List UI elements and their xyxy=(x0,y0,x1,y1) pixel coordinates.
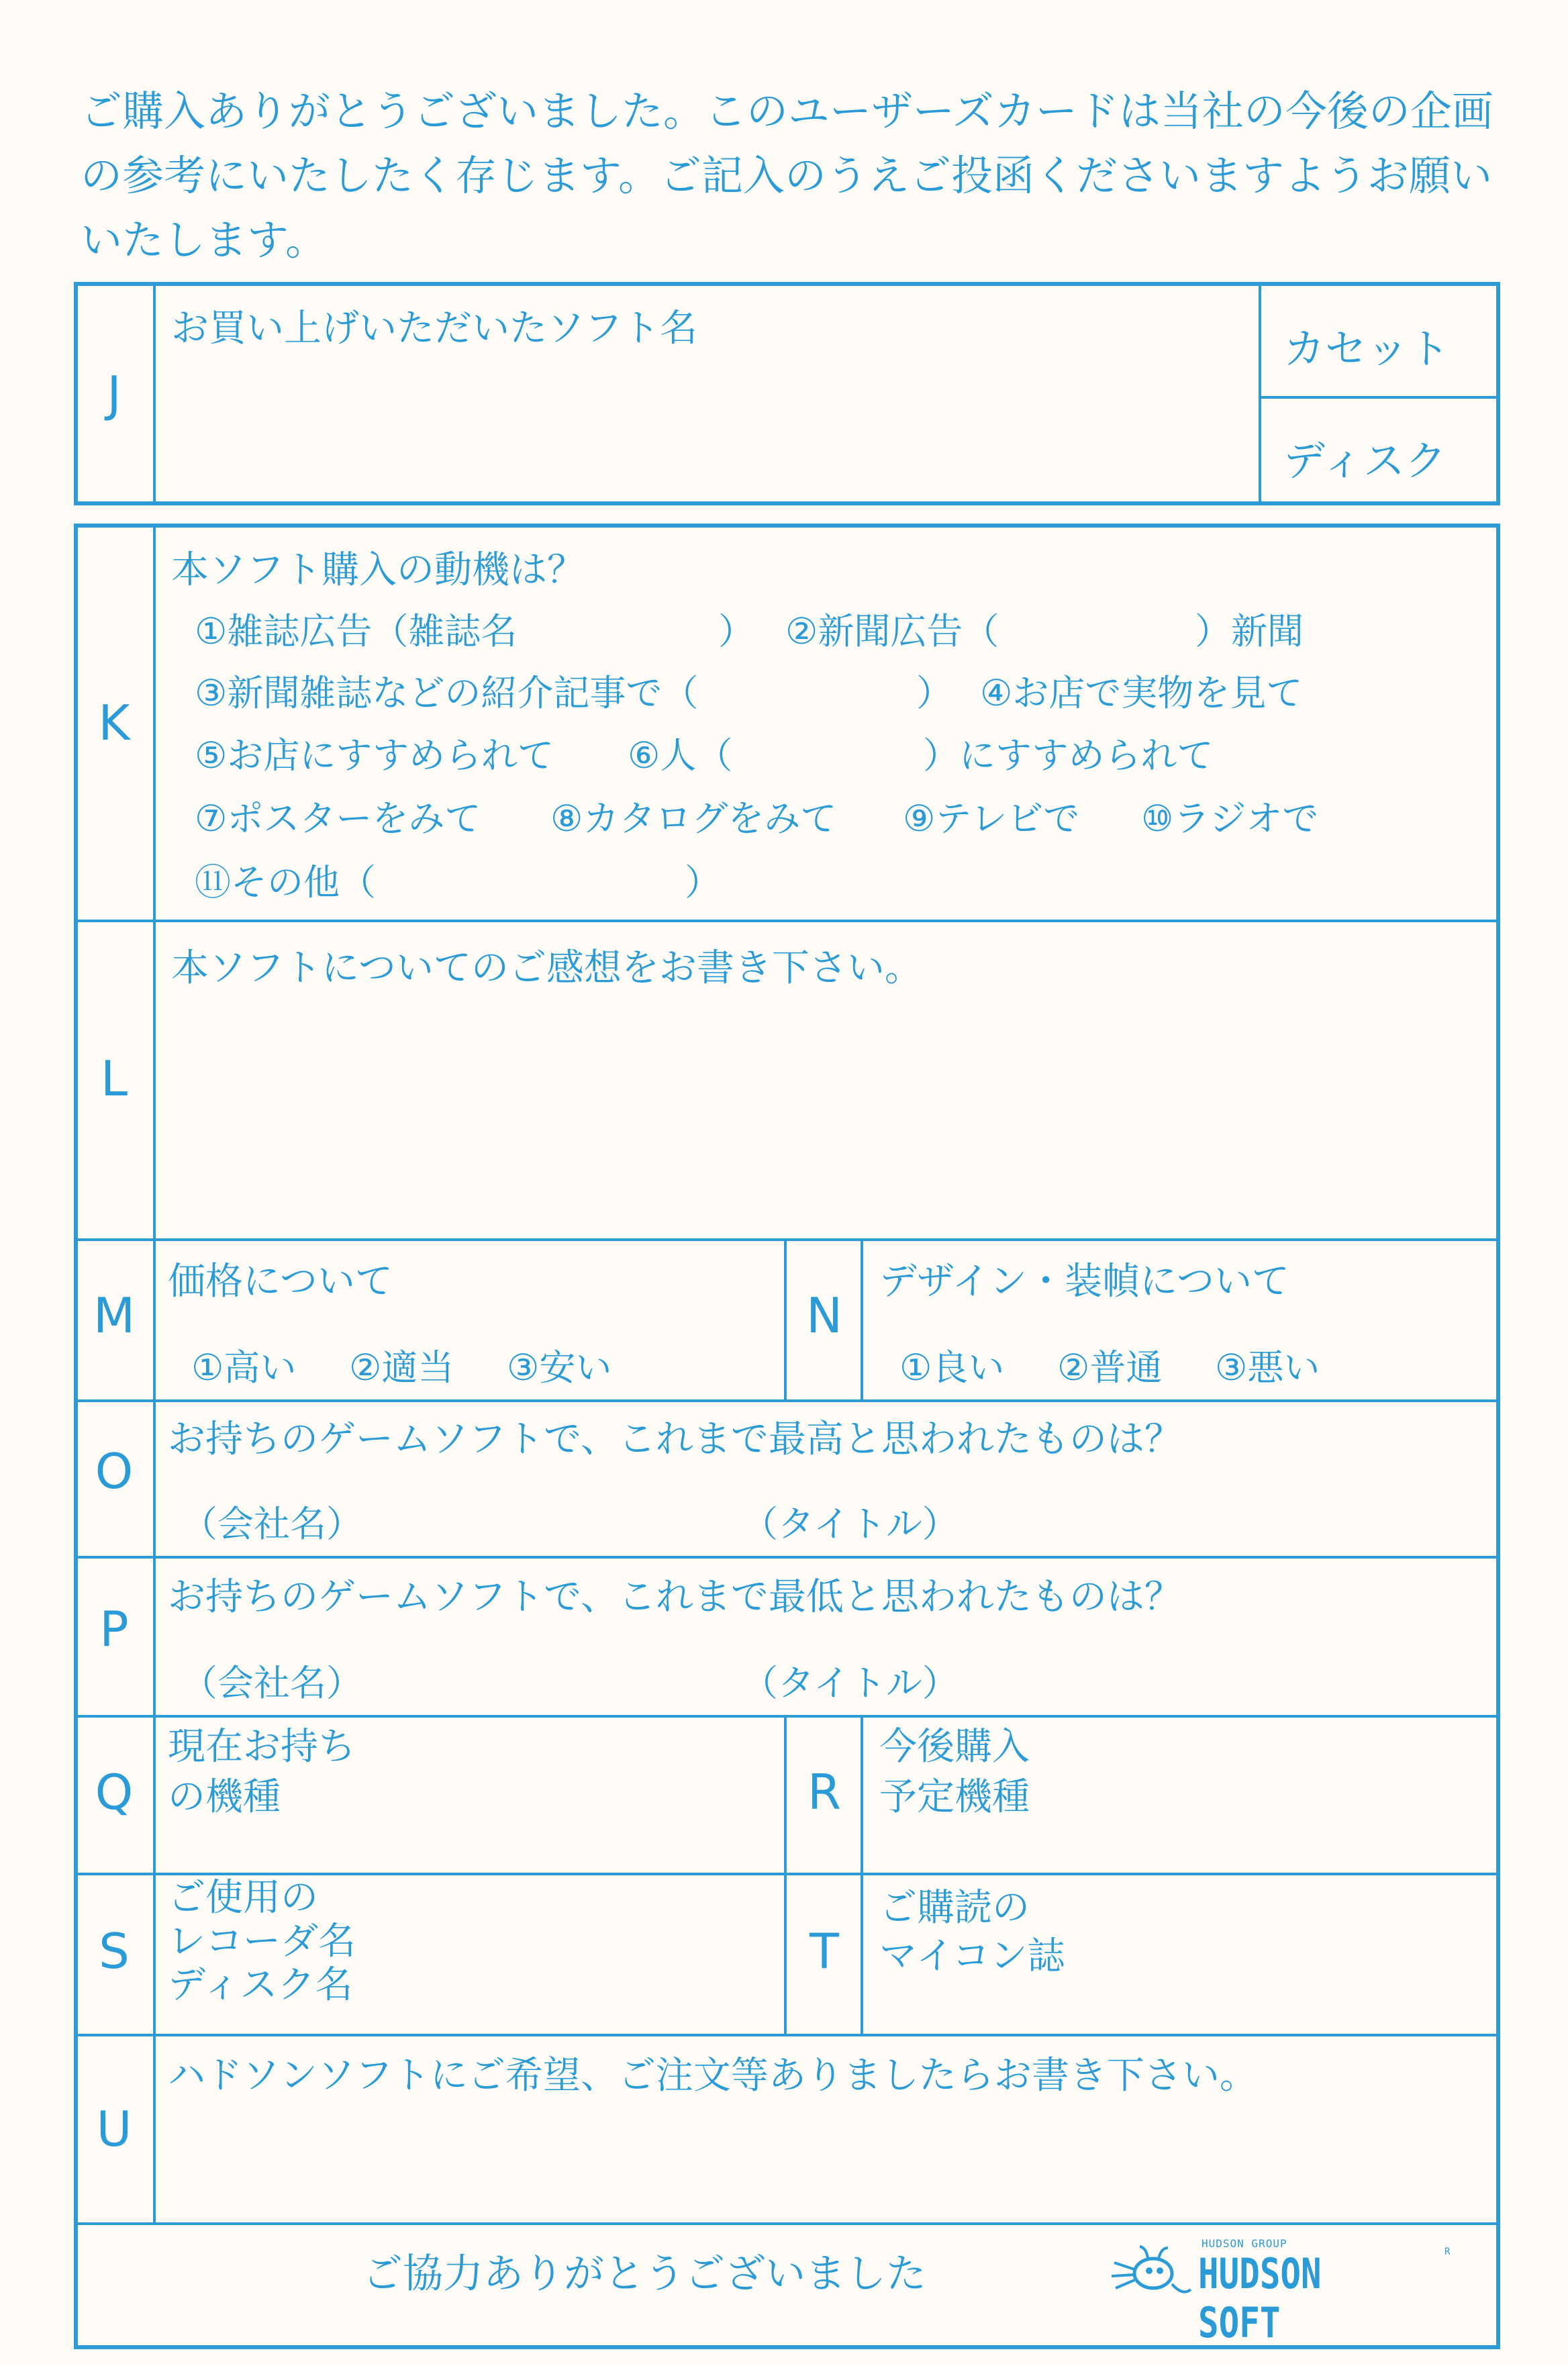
intro-text: ご購入ありがとうございました。このユーザーズカードは当社の今後の企画の参考にいたしたく存じます。ご記入のうえご投函くださいますようお願いいたします。 xyxy=(81,87,1493,264)
section-letter-k: K xyxy=(98,695,130,751)
logo-main-text: HUDSON SOFT xyxy=(1198,2249,1322,2347)
motive-magazine-ad-close: ） xyxy=(718,610,754,652)
hudson-logo xyxy=(1108,2232,1457,2347)
section-letter-l: L xyxy=(100,1050,128,1107)
current-machine-label-1: 現在お持ち xyxy=(168,1725,356,1769)
motive-other-close: ） xyxy=(685,861,721,903)
section-letter-o: O xyxy=(95,1443,134,1499)
hudson-bee-icon xyxy=(1108,2242,1195,2303)
disk-option[interactable]: ディスク xyxy=(1283,436,1447,485)
motive-catalog[interactable]: ⑧カタログをみて xyxy=(550,797,837,840)
motive-store-recommend[interactable]: ⑤お店にすすめられて xyxy=(195,734,554,777)
design-average[interactable]: ②普通 xyxy=(1057,1346,1163,1389)
motive-article[interactable]: ③新聞雑誌などの紹介記事で（ xyxy=(195,672,699,714)
section-letter-s: S xyxy=(99,1923,130,1979)
price-cheap[interactable]: ③安い xyxy=(507,1346,612,1389)
motive-poster[interactable]: ⑦ポスターをみて xyxy=(195,797,481,840)
price-fair[interactable]: ②適当 xyxy=(349,1346,454,1389)
current-machine-label-2: の機種 xyxy=(168,1775,281,1819)
section-letter-t: T xyxy=(810,1923,839,1979)
motive-person-close: ）にすすめられて xyxy=(923,734,1214,777)
price-label: 価格について xyxy=(168,1260,393,1303)
planned-machine-label-1: 今後購入 xyxy=(879,1725,1030,1769)
planned-machine-label-2: 予定機種 xyxy=(879,1775,1030,1819)
motive-magazine-ad[interactable]: ①雑誌広告（雑誌名 xyxy=(195,610,518,652)
magazine-label-2: マイコン誌 xyxy=(879,1934,1065,1978)
motive-newspaper-ad-close: ）新聞 xyxy=(1195,610,1304,652)
section-letter-n: N xyxy=(806,1287,842,1344)
worst-game-title[interactable]: （タイトル） xyxy=(742,1662,959,1704)
section-letter-m: M xyxy=(93,1287,136,1344)
motive-in-store[interactable]: ④お店で実物を見て xyxy=(980,672,1303,714)
design-bad[interactable]: ③悪い xyxy=(1215,1346,1320,1389)
section-letter-q: Q xyxy=(95,1764,134,1820)
motive-person[interactable]: ⑥人（ xyxy=(628,734,733,777)
best-game-label: お持ちのゲームソフトで、これまで最高と思われたものは？ xyxy=(168,1418,1182,1461)
impressions-label: 本ソフトについてのご感想をお書き下さい。 xyxy=(171,946,922,990)
motive-radio[interactable]: ⑩ラジオで xyxy=(1141,797,1319,840)
motive-tv[interactable]: ⑨テレビで xyxy=(903,797,1080,840)
software-name-label: お買い上げいただいたソフト名 xyxy=(171,307,697,350)
section-letter-u: U xyxy=(96,2101,132,2157)
worst-game-label: お持ちのゲームソフトで、これまで最低と思われたものは？ xyxy=(168,1575,1182,1619)
recorder-label-1: ご使用の xyxy=(168,1876,318,1920)
section-letter-j: J xyxy=(107,366,121,422)
motive-newspaper-ad[interactable]: ②新聞広告（ xyxy=(785,610,999,652)
motive-article-close: ） xyxy=(916,672,952,714)
best-game-company[interactable]: （会社名） xyxy=(181,1503,362,1545)
recorder-label-2: レコーダ名 xyxy=(168,1920,356,1963)
magazine-label-1: ご購読の xyxy=(879,1886,1030,1930)
price-high[interactable]: ①高い xyxy=(191,1346,297,1389)
motive-other[interactable]: ⑪その他（ xyxy=(195,861,376,903)
thanks-text: ご協力ありがとうございました xyxy=(362,2251,926,2298)
design-label: デザイン・装幀について xyxy=(879,1260,1289,1303)
requests-label: ハドソンソフトにご希望、ご注文等ありましたらお書き下さい。 xyxy=(168,2054,1257,2098)
logo-group-text: HUDSON GROUP xyxy=(1202,2237,1287,2250)
best-game-title[interactable]: （タイトル） xyxy=(742,1503,959,1545)
design-good[interactable]: ①良い xyxy=(899,1346,1005,1389)
section-letter-r: R xyxy=(807,1764,842,1820)
cassette-option[interactable]: カセット xyxy=(1283,324,1451,373)
logo-registered-mark: R xyxy=(1444,2247,1451,2257)
section-letter-p: P xyxy=(99,1601,129,1657)
worst-game-company[interactable]: （会社名） xyxy=(181,1662,362,1704)
recorder-label-3: ディスク名 xyxy=(168,1963,353,2007)
purchase-motive-label: 本ソフト購入の動機は？ xyxy=(171,548,585,592)
